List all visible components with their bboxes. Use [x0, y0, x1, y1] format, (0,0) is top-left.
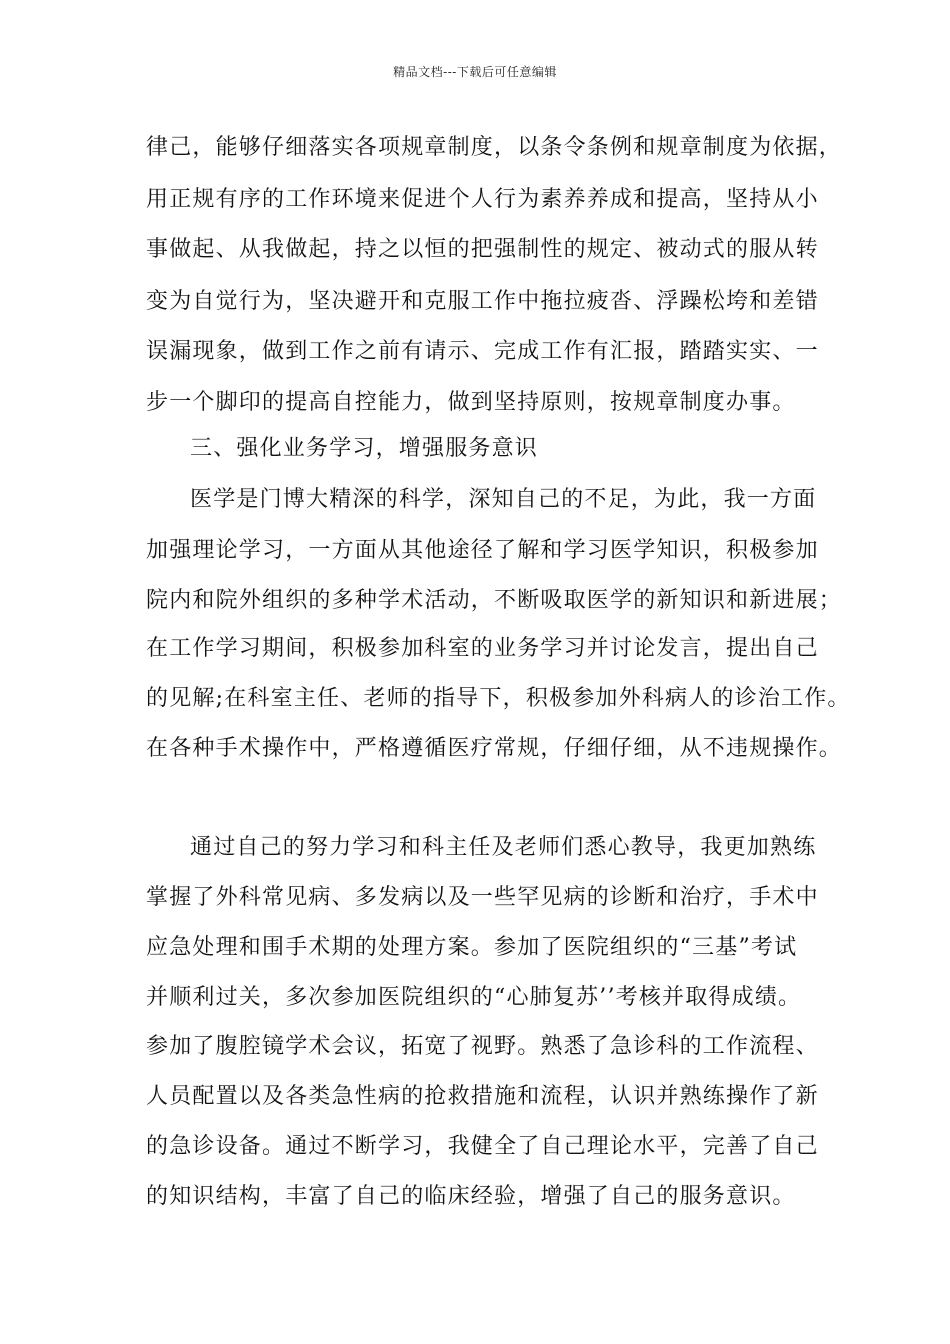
- paragraph-line: 医学是门博大精深的科学，深知自己的不足，为此，我一方面: [190, 487, 817, 512]
- page-header: 精品文档---下载后可任意编辑: [393, 65, 557, 79]
- paragraph-line: 人员配置以及各类急性病的抢救措施和流程，认识并熟练操作了新: [146, 1084, 819, 1109]
- section-heading: 三、强化业务学习，增强服务意识: [190, 436, 539, 461]
- paragraph-line: 的急诊设备。通过不断学习，我健全了自己理论水平，完善了自己: [146, 1134, 819, 1159]
- paragraph-line: 的知识结构，丰富了自己的临床经验，增强了自己的服务意识。: [146, 1184, 796, 1209]
- paragraph-line: 院内和院外组织的多种学术活动，不断吸取医学的新知识和新进展；: [146, 588, 843, 613]
- paragraph-line: 应急处理和围手术期的处理方案。参加了医院组织的“三基”考试: [146, 935, 798, 960]
- paragraph-line: 步一个脚印的提高自控能力，做到坚持原则，按规章制度办事。: [146, 390, 796, 415]
- paragraph-line: 律己，能够仔细落实各项规章制度，以条令条例和规章制度为依据，: [146, 135, 843, 160]
- paragraph-line: 误漏现象，做到工作之前有请示、完成工作有汇报，踏踏实实、一: [146, 339, 819, 364]
- paragraph-line: 掌握了外科常见病、多发病以及一些罕见病的诊断和治疗，手术中: [146, 885, 819, 910]
- paragraph-line: 并顺利过关，多次参加医院组织的“心肺复苏’’考核并取得成绩。: [146, 985, 802, 1010]
- paragraph-line: 加强理论学习，一方面从其他途径了解和学习医学知识，积极参加: [146, 538, 819, 563]
- paragraph-line: 事做起、从我做起，持之以恒的把强制性的规定、被动式的服从转: [146, 237, 819, 262]
- paragraph-line: 通过自己的努力学习和科主任及老师们悉心教导，我更加熟练: [190, 835, 817, 860]
- paragraph-line: 在各种手术操作中，严格遵循医疗常规，仔细仔细，从不违规操作。: [146, 736, 843, 761]
- paragraph-line: 用正规有序的工作环境来促进个人行为素养养成和提高，坚持从小: [146, 187, 819, 212]
- paragraph-line: 参加了腹腔镜学术会议，拓宽了视野。熟悉了急诊科的工作流程、: [146, 1034, 819, 1059]
- paragraph-line: 在工作学习期间，积极参加科室的业务学习并讨论发言，提出自己: [146, 636, 819, 661]
- paragraph-line: 变为自觉行为，坚决避开和克服工作中拖拉疲沓、浮躁松垮和差错: [146, 289, 819, 314]
- paragraph-line: 的见解;在科室主任、老师的指导下，积极参加外科病人的诊治工作。: [146, 686, 851, 711]
